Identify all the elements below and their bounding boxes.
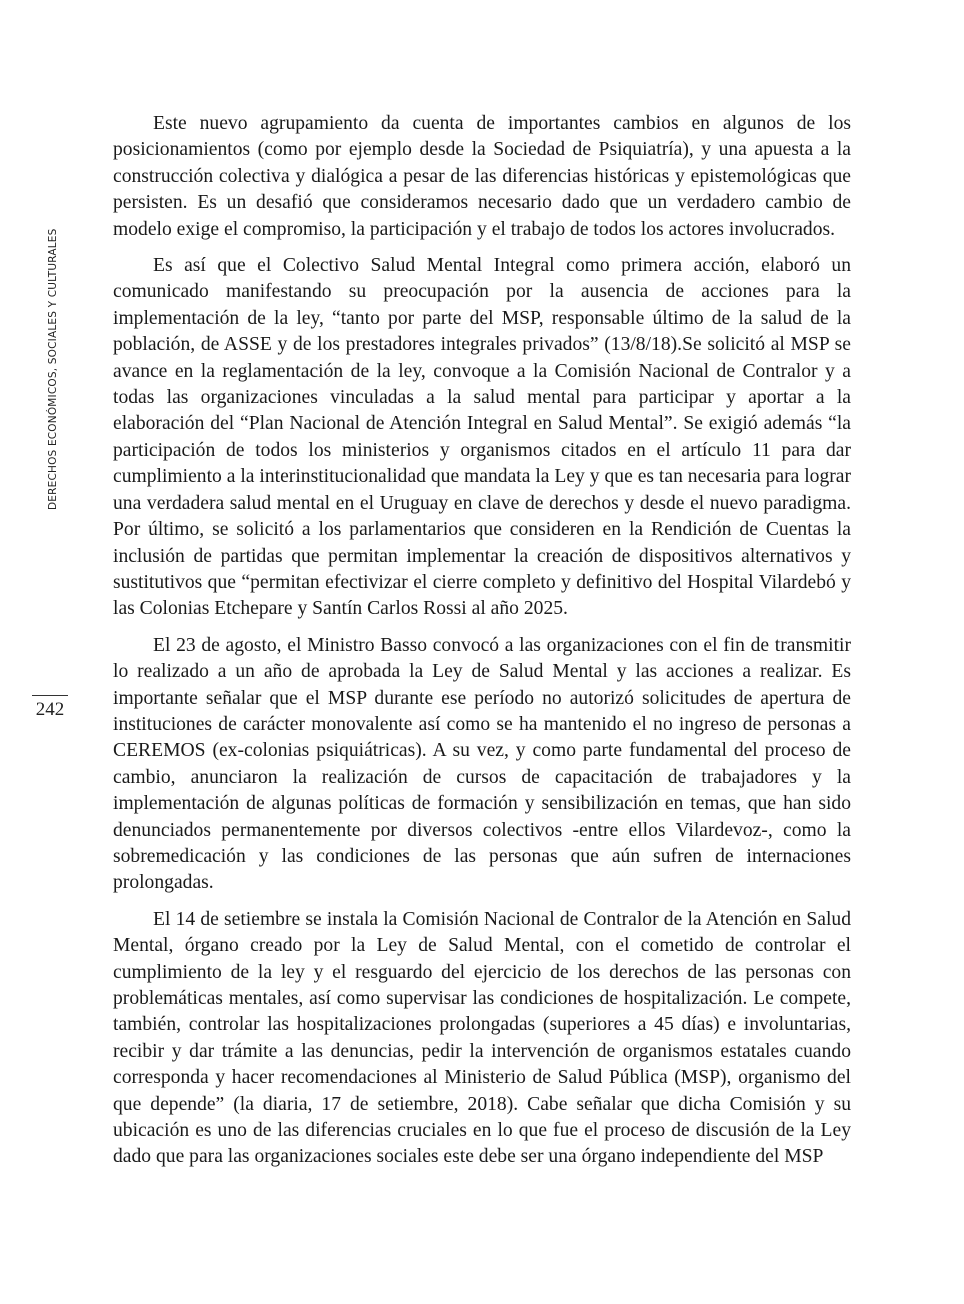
paragraph: Este nuevo agrupamiento da cuenta de importantes cambios en algunos de los posicionamientos (como por ejemplo desde la Sociedad de Psiquiatría), y una apuesta a la construcción colectiva y dialógica a pesar de las diferencias históricas y epistemológicas que persisten. Es un desafió que consideramos necesario dado que un verdadero cambio de modelo exige el compromiso, la participación y el trabajo de todos los actores involucrados. (113, 113, 851, 240)
paragraph: El 23 de agosto, el Ministro Basso convocó a las organizaciones con el fin de transmitir lo realizado a un año de aprobada la Ley de Salud Mental y las acciones a realizar. Es importante señalar que el MSP durante ese período no autorizó solicitudes de apertura de instituciones de carácter monovalente así como se ha mantenido el no ingreso de personas a CEREMOS (ex-colonias psiquiátricas). A su vez, y como parte fundamental del proceso de cambio, anunciaron la realización de cursos de capacitación de trabajadores y la implementación de algunas políticas de formación y sensibilización en temas, que han sido denunciados permanentemente por diversos colectivos -entre ellos Vilardevoz-, como la sobremedicación y las condiciones de las personas que aún sufren de internaciones prolongadas. (113, 634, 851, 894)
body-text (113, 111, 851, 1181)
page-number: 242 (32, 695, 68, 721)
paragraph: Es así que el Colectivo Salud Mental Integral como primera acción, elaboró un comunicado manifestando su preocupación por la ausencia de acciones para la implementación de la ley, “tanto por parte del MSP, responsable último de la salud de la población, de ASSE y de los prestadores integrales privados” (13/8/18).Se solicitó al MSP se avance en la reglamentación de la ley, convoque a la Comisión Nacional de Contralor y a todas las organizaciones vinculadas a la salud mental para participar y aportar a la elaboración del “Plan Nacional de Atención Integral en Salud Mental”. Se exigió además “la participación de todos los ministerios y organismos citados en el artículo 11 para dar cumplimiento a la interinstitucionalidad que mandata la Ley y que es tan necesaria para lograr una verdadera salud mental en el Uruguay en clave de derechos y desde el nuevo paradigma. Por último, se solicitó a los parlamentarios que consideren en la Rendición de Cuentas la inclusión de partidas que permitan implementar la creación de dispositivos alternativos y sustitutivos que “permitan efectivizar el cierre completo y definitivo del Hospital Vilardebó y las Colonias Etchepare y Santín Carlos Rossi al año 2025. (113, 255, 851, 620)
running-header-section-title: DERECHOS ECONÓMICOS, SOCIALES Y CULTURALES (47, 228, 59, 510)
paragraph: El 14 de setiembre se instala la Comisión Nacional de Contralor de la Atención en Salud Mental, órgano creado por la Ley de Salud Mental, con el cometido de controlar el cumplimiento de la ley y el resguardo del ejercicio de los derechos de las personas con problemáticas mentales, así como supervisar las condiciones de hospitalización. Le compete, también, controlar las hospitalizaciones prolongadas (superiores a 45 días) e involuntarias, recibir y dar trámite a las denuncias, pedir la intervención de organismos estatales cuando corresponda y hacer recomendaciones al Ministerio de Salud Pública (MSP), organismo del que depende” (la diaria, 17 de setiembre, 2018). Cabe señalar que dicha Comisión y su ubicación es uno de las diferencias cruciales en lo que fue el proceso de discusión de la Ley dado que para las organizaciones sociales este debe ser una órgano independiente del MSP (113, 908, 851, 1168)
